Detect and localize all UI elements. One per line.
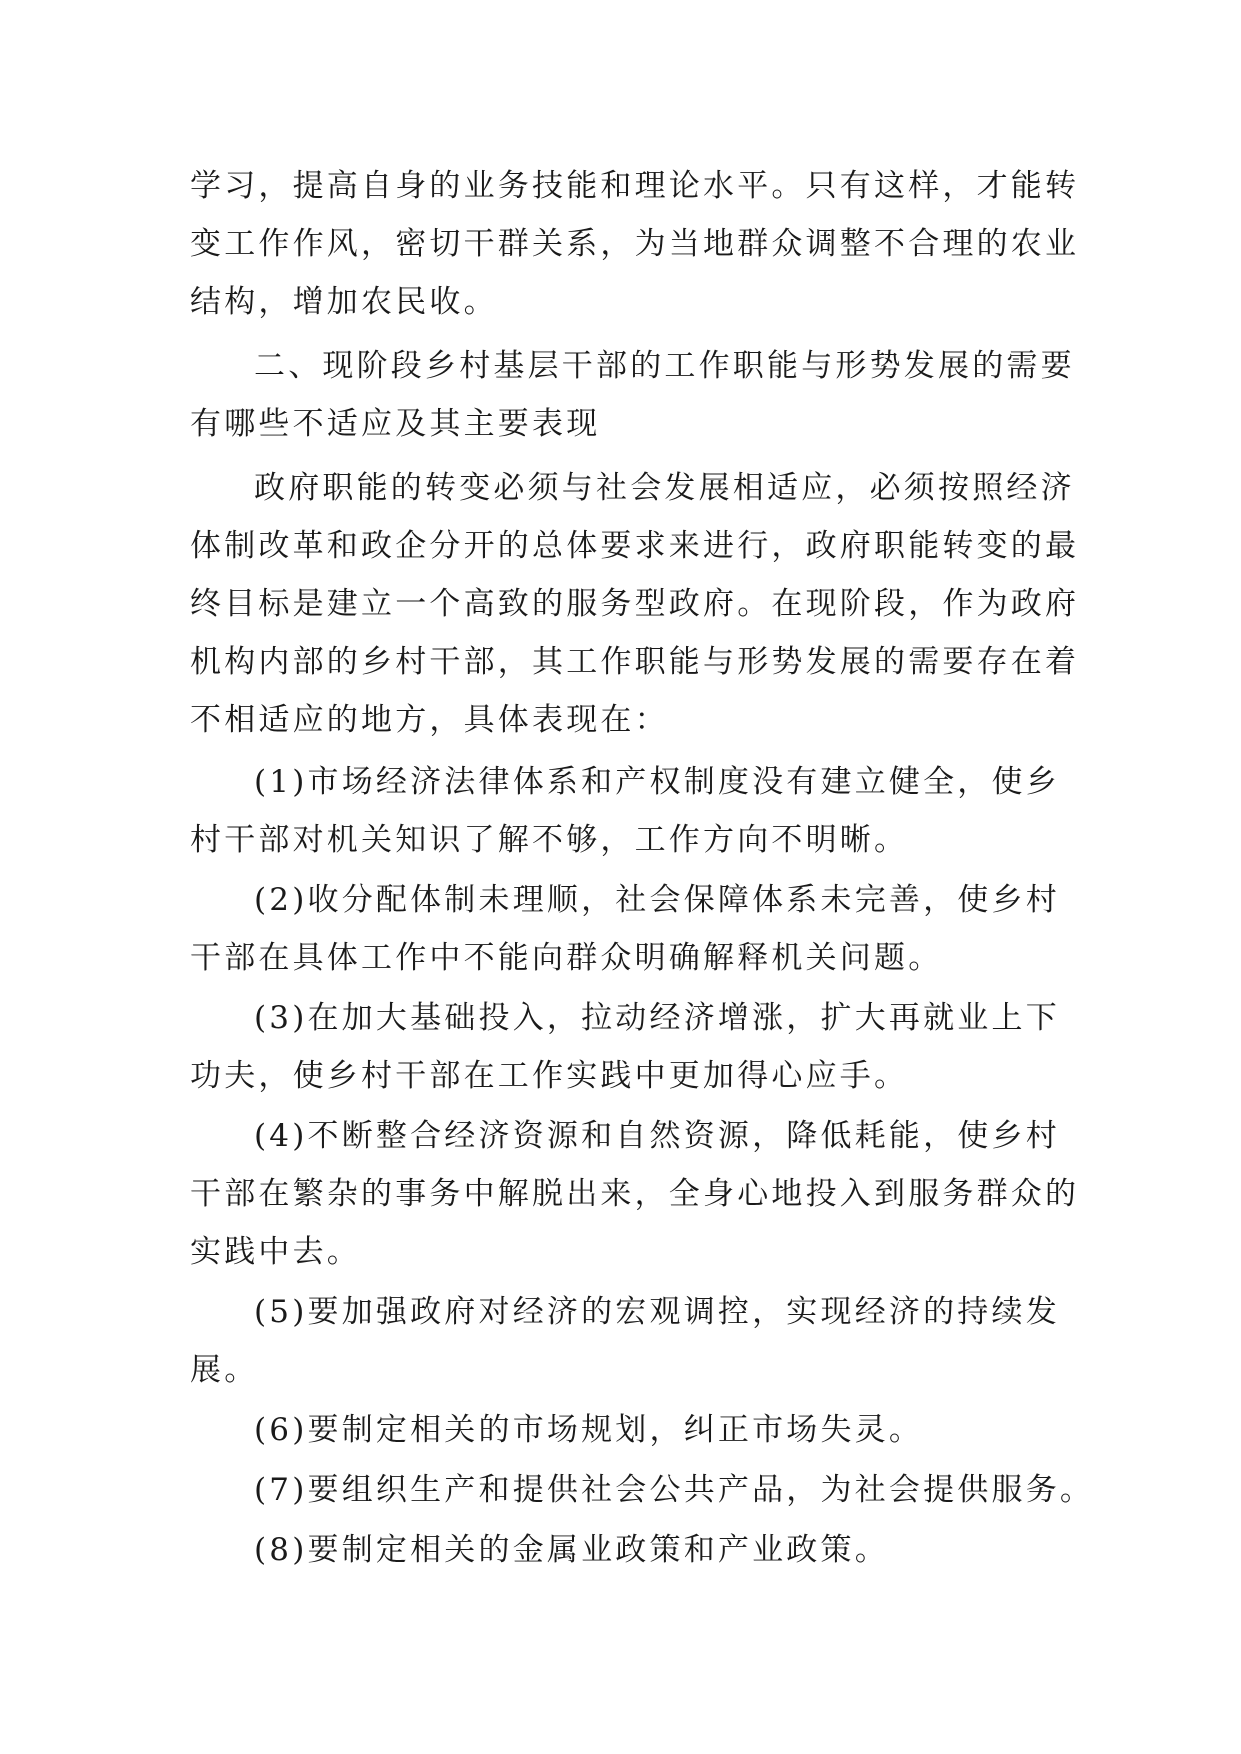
list-item-line: (7)要组织生产和提供社会公共产品，为社会提供服务。 bbox=[254, 1472, 1095, 1508]
list-item-line: 干部在繁杂的事务中解脱出来，全身心地投入到服务群众的 bbox=[190, 1176, 1080, 1212]
list-item-line: (4)不断整合经济资源和自然资源，降低耗能，使乡村 bbox=[254, 1118, 1060, 1154]
list-item-line: (6)要制定相关的市场规划，纠正市场失灵。 bbox=[254, 1412, 924, 1448]
list-item-line: (8)要制定相关的金属业政策和产业政策。 bbox=[254, 1532, 889, 1568]
text-line: 体制改革和政企分开的总体要求来进行，政府职能转变的最 bbox=[190, 528, 1080, 564]
text-line: 结构，增加农民收。 bbox=[190, 284, 498, 320]
text-line: 政府职能的转变必须与社会发展相适应，必须按照经济 bbox=[254, 470, 1075, 506]
section-heading-line: 有哪些不适应及其主要表现 bbox=[190, 406, 601, 442]
list-item-line: 实践中去。 bbox=[190, 1234, 361, 1270]
list-item-line: 功夫，使乡村干部在工作实践中更加得心应手。 bbox=[190, 1058, 909, 1094]
list-item-line: (5)要加强政府对经济的宏观调控，实现经济的持续发 bbox=[254, 1294, 1060, 1330]
text-line: 终目标是建立一个高致的服务型政府。在现阶段，作为政府 bbox=[190, 586, 1080, 622]
list-item-line: (1)市场经济法律体系和产权制度没有建立健全，使乡 bbox=[254, 764, 1060, 800]
list-item-line: (3)在加大基础投入，拉动经济增涨，扩大再就业上下 bbox=[254, 1000, 1060, 1036]
list-item-line: 干部在具体工作中不能向群众明确解释机关问题。 bbox=[190, 940, 943, 976]
text-line: 不相适应的地方，具体表现在： bbox=[190, 702, 669, 738]
list-item-line: 村干部对机关知识了解不够，工作方向不明晰。 bbox=[190, 822, 909, 858]
list-item-line: 展。 bbox=[190, 1352, 259, 1388]
text-line: 学习，提高自身的业务技能和理论水平。只有这样，才能转 bbox=[190, 168, 1080, 204]
text-line: 变工作作风，密切干群关系，为当地群众调整不合理的农业 bbox=[190, 226, 1080, 262]
list-item-line: (2)收分配体制未理顺，社会保障体系未完善，使乡村 bbox=[254, 882, 1060, 918]
text-line: 机构内部的乡村干部，其工作职能与形势发展的需要存在着 bbox=[190, 644, 1080, 680]
section-heading-line: 二、现阶段乡村基层干部的工作职能与形势发展的需要 bbox=[254, 348, 1075, 384]
